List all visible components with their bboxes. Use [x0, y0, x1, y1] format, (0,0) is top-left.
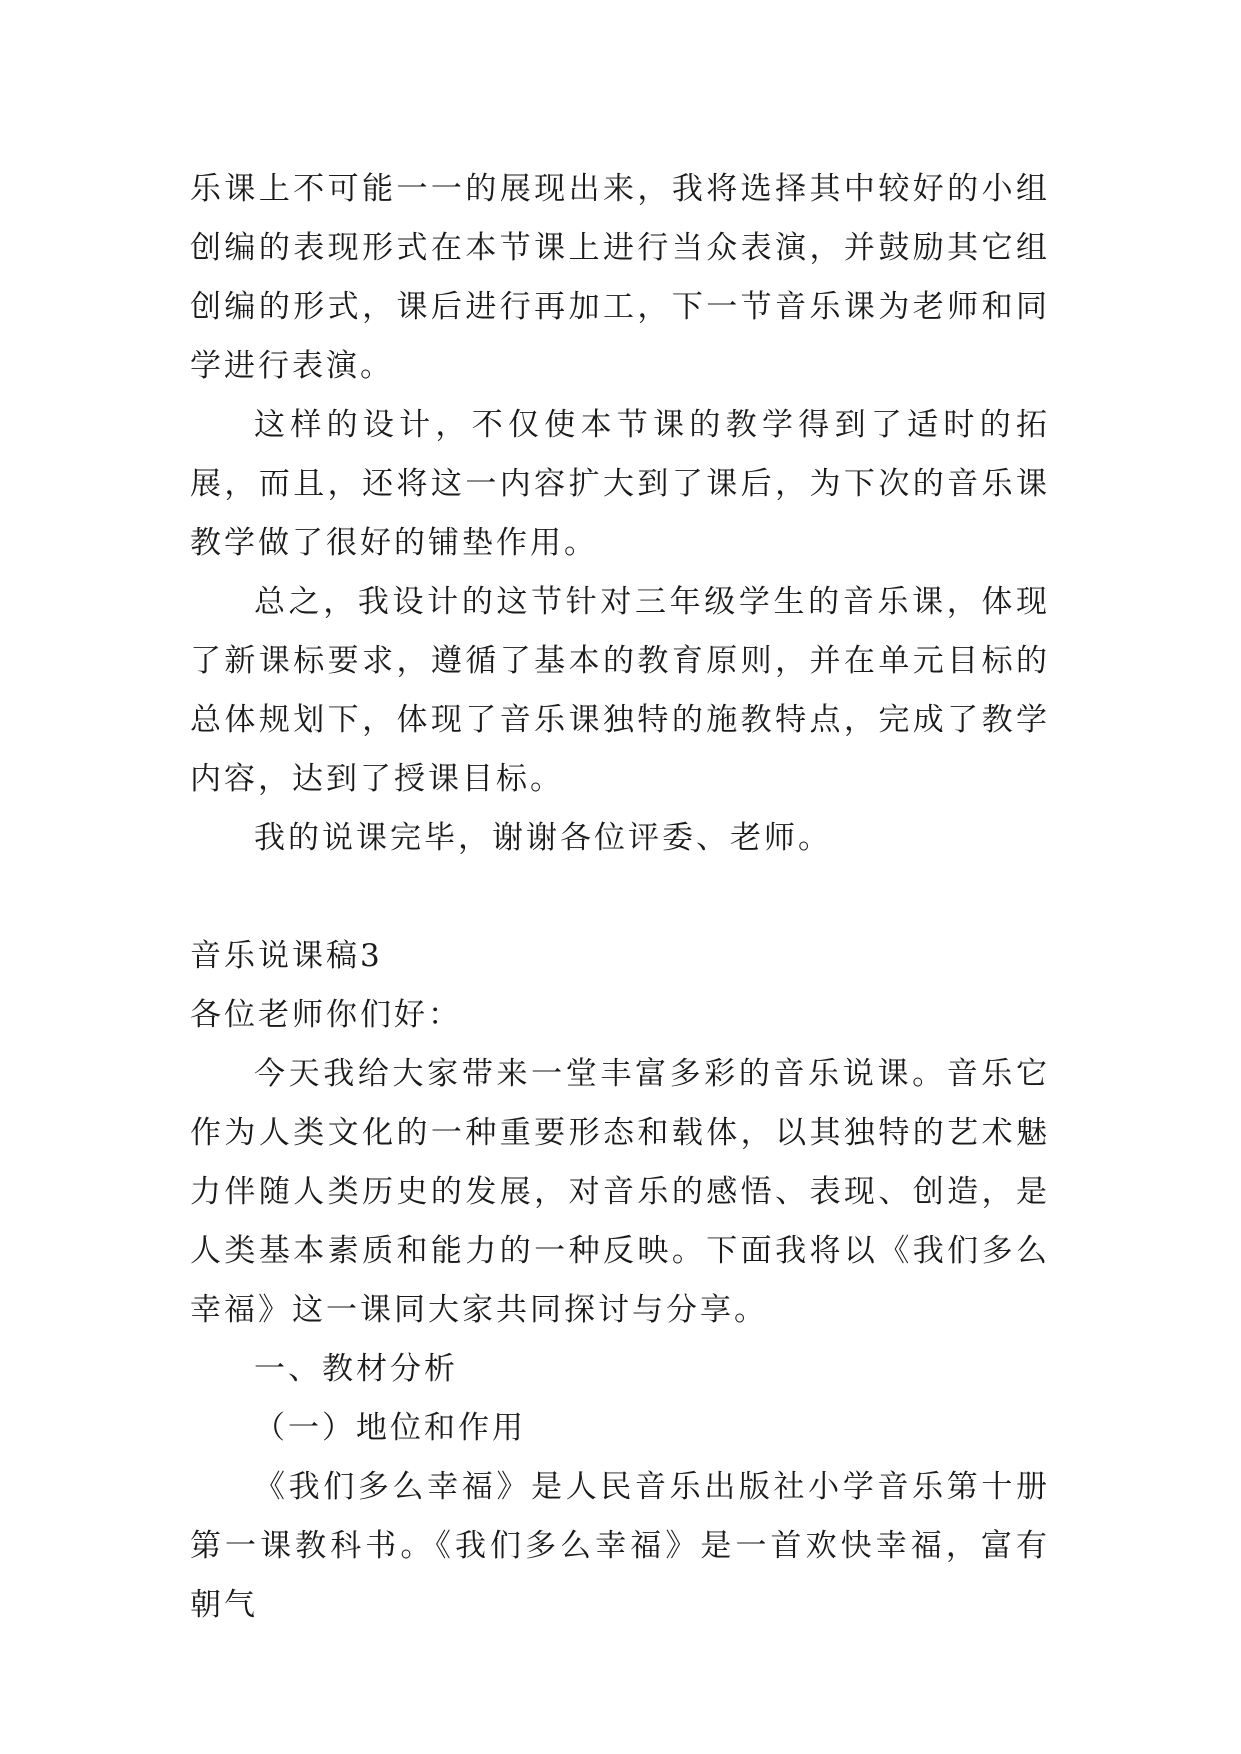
subheading-position-role: （一）地位和作用 — [254, 1410, 526, 1446]
paragraph-closing: 我的说课完毕，谢谢各位评委、老师。 — [254, 820, 832, 856]
section-title: 音乐说课稿3 — [190, 938, 383, 974]
document-body — [190, 160, 1050, 1635]
paragraph-continuation: 乐课上不可能一一的展现出来，我将选择其中较好的小组创编的表现形式在本节课上进行当众表演，并鼓励其它组创编的形式，课后进行再加工，下一节音乐课为老师和同学进行表演。 — [190, 171, 1050, 384]
paragraph-introduction: 今天我给大家带来一堂丰富多彩的音乐说课。音乐它作为人类文化的一种重要形态和载体，以其独特的艺术魅力伴随人类历史的发展，对音乐的感悟、表现、创造，是人类基本素质和能力的一种反映。下面我将以《我们多么幸福》这一课同大家共同探讨与分享。 — [190, 1056, 1050, 1328]
paragraph-textbook: 《我们多么幸福》是人民音乐出版社小学音乐第十册第一课教科书。《我们多么幸福》是一首欢快幸福，富有朝气 — [190, 1469, 1050, 1623]
heading-material-analysis: 一、教材分析 — [254, 1351, 458, 1387]
paragraph-design-extension: 这样的设计，不仅使本节课的教学得到了适时的拓展，而且，还将这一内容扩大到了课后，为下次的音乐课教学做了很好的铺垫作用。 — [190, 407, 1050, 561]
greeting: 各位老师你们好： — [190, 997, 462, 1033]
paragraph-summary: 总之，我设计的这节针对三年级学生的音乐课，体现了新课标要求，遵循了基本的教育原则，并在单元目标的总体规划下，体现了音乐课独特的施教特点，完成了教学内容，达到了授课目标。 — [190, 584, 1050, 797]
